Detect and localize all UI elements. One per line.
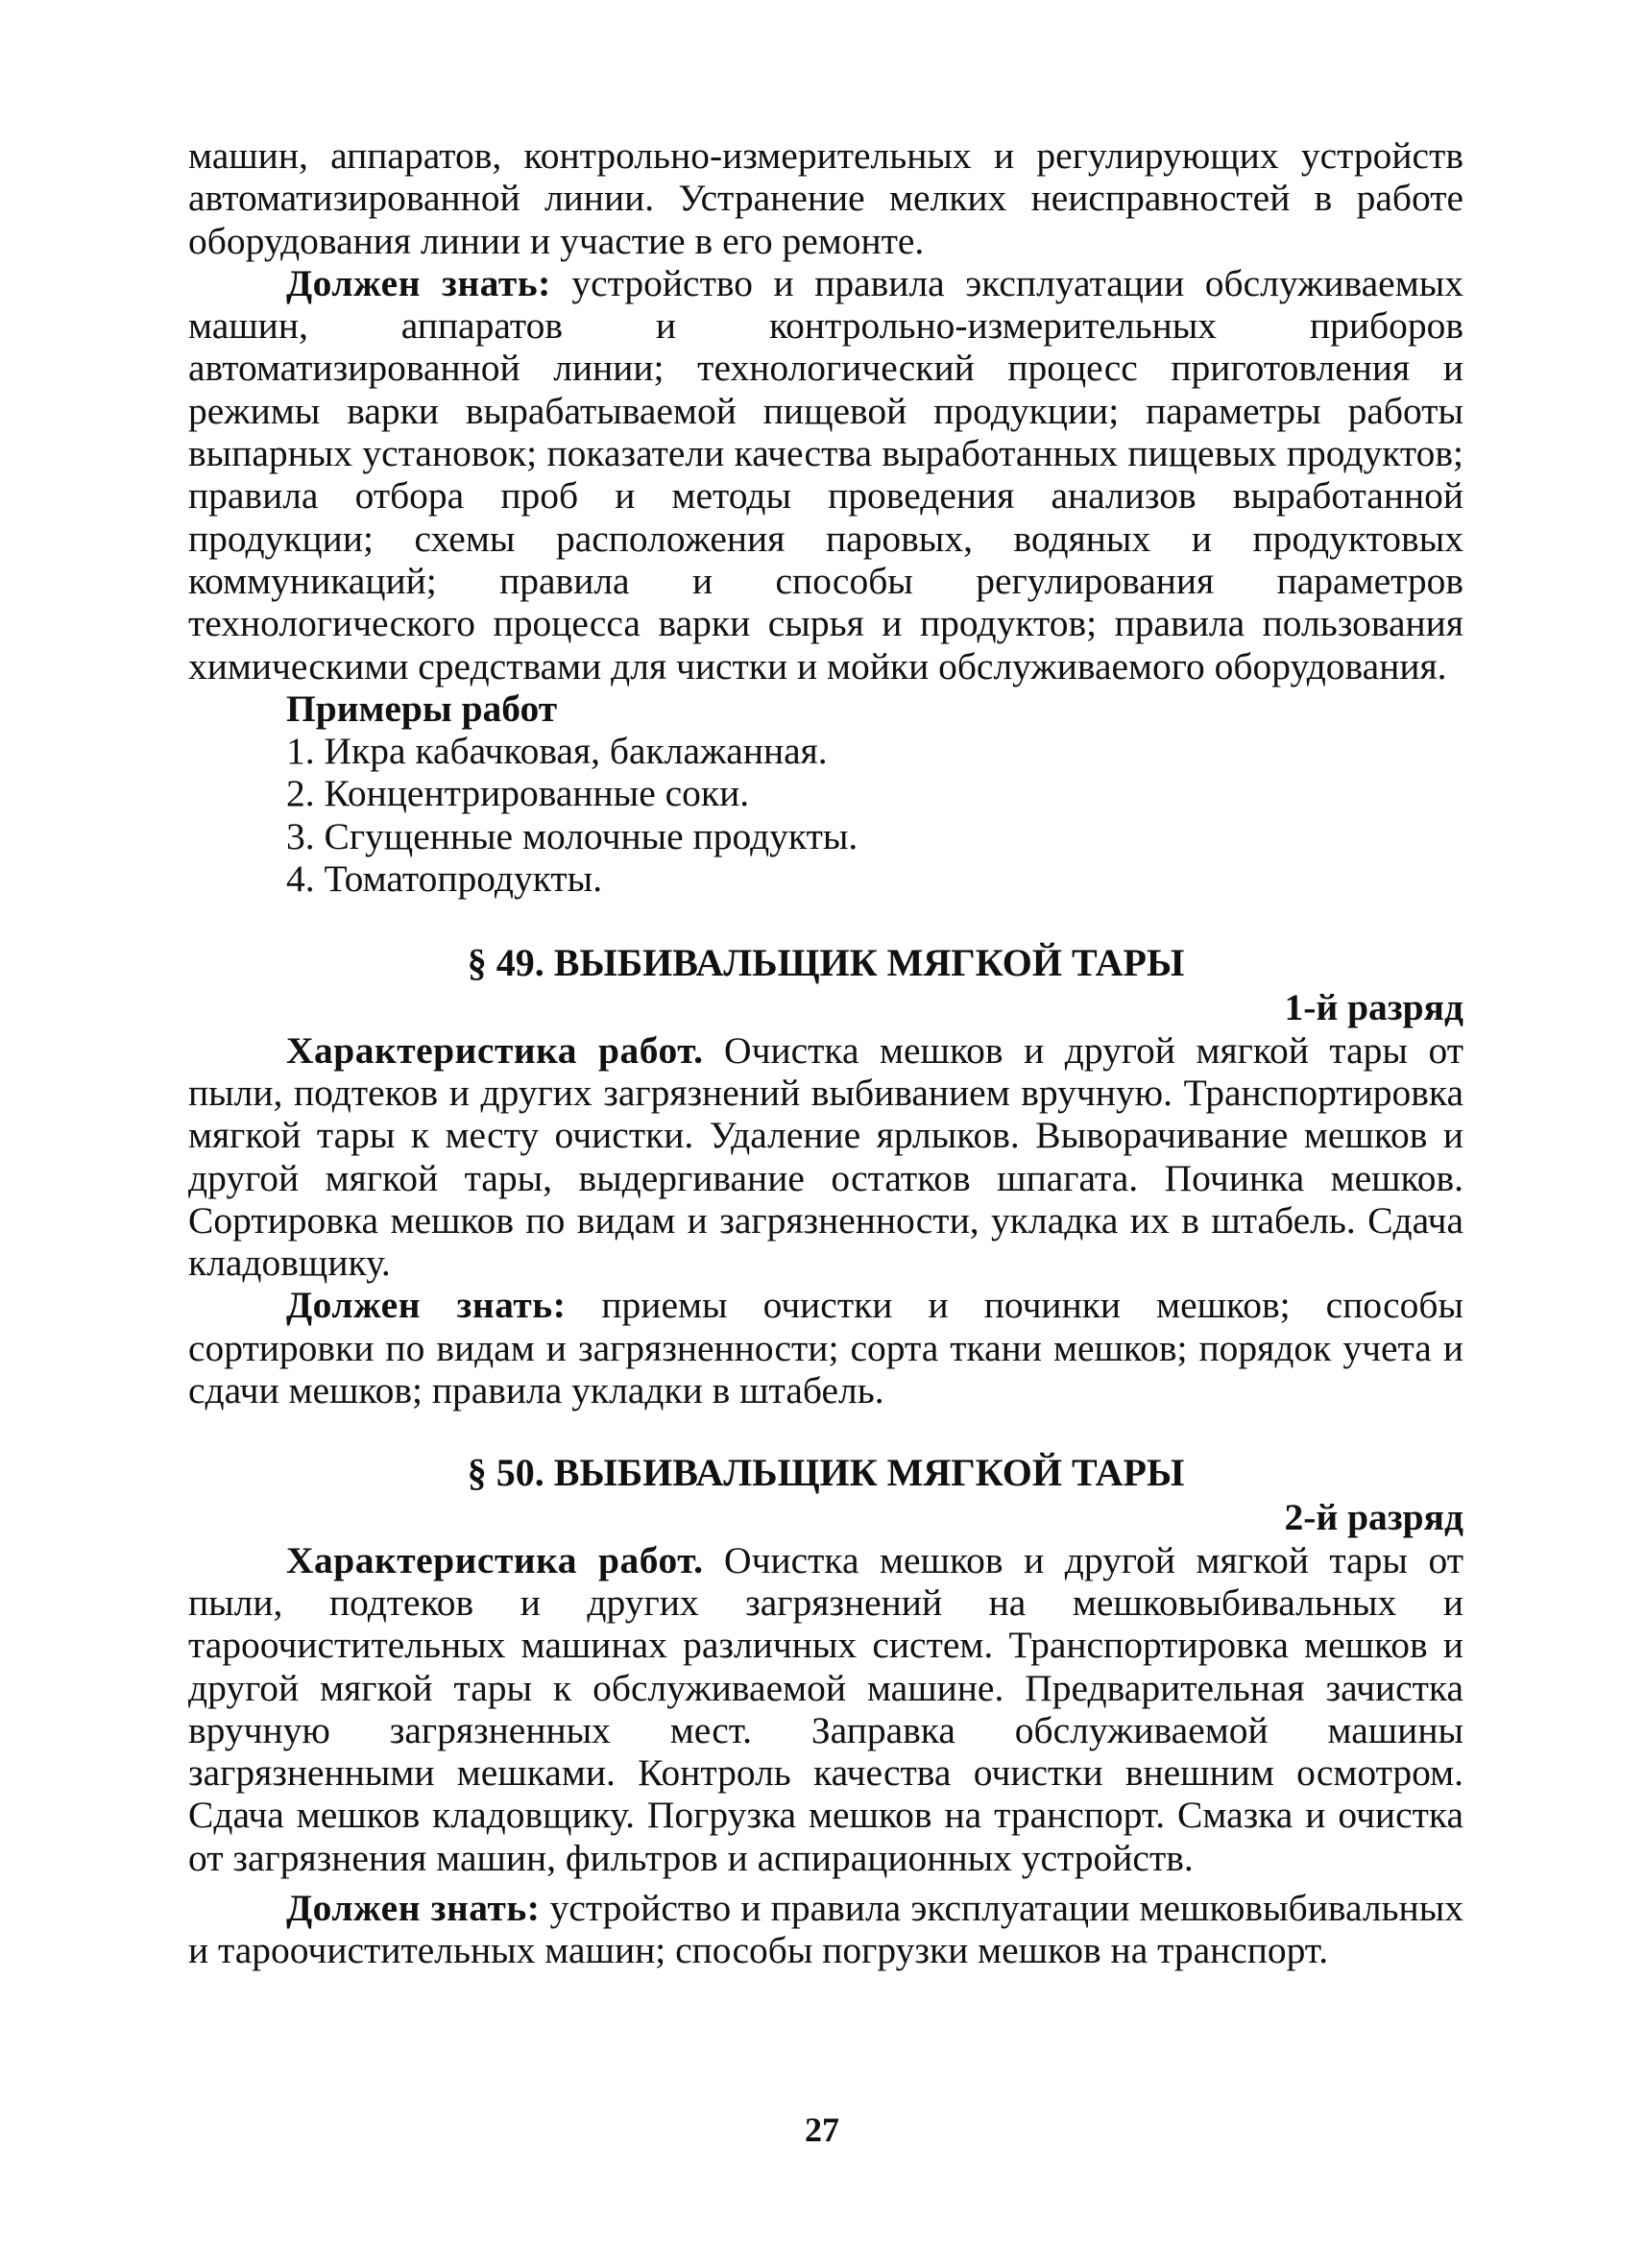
- must-know-paragraph: [188, 262, 1463, 688]
- document-page: [188, 134, 1463, 1972]
- section-49-characteristic: [188, 1029, 1463, 1285]
- must-know-lead: Должен знать:: [286, 261, 551, 304]
- list-item: 2. Концентрированные соки.: [286, 772, 750, 815]
- section-50-characteristic: [188, 1539, 1463, 1879]
- list-item: 4. Томатопродукты.: [286, 857, 603, 901]
- section-50-must-know: [188, 1887, 1463, 1972]
- must-know-lead: Должен знать:: [286, 1886, 541, 1929]
- list-item: 3. Сгущенные молочные продукты.: [286, 814, 858, 857]
- examples-list: [188, 730, 1463, 900]
- section-50-title: § 50. ВЫБИВАЛЬЩИК МЯГКОЙ ТАРЫ: [467, 1451, 1185, 1495]
- characteristic-text: Очистка мешков и другой мягкой тары от пыли, подтеков и других загрязнений выбиванием вручную. Транспортировка мягкой тары к месту очистки. Удаление ярлыков. Выворачивание мешков и другой мягкой тары, выдергивание остатков шпагата. Починка мешков. Сортировка мешков по видам и загрязненности, укладка их в штабель. Сдача кладовщику.: [188, 1028, 1463, 1285]
- must-know-text: устройство и правила эксплуатации обслуживаемых машин, аппаратов и контрольно-измерительных приборов автоматизированной линии; технологический процесс приготовления и режимы варки вырабатываемой пищевой продукции; параметры работы выпарных установок; показатели качества выработанных пищевых продуктов; правила отбора проб и методы проведения анализов выработанной продукции; схемы расположения паровых, водяных и продуктовых коммуникаций; правила и способы регулирования параметров технологического процесса варки сырья и продуктов; правила пользования химическими средствами для чистки и мойки обслуживаемого оборудования.: [188, 261, 1463, 688]
- characteristic-text: Очистка мешков и другой мягкой тары от пыли, подтеков и других загрязнений на мешковыбивальных и тароочистительных машинах различных систем. Транспортировка мешков и другой мягкой тары к обслуживаемой машине. Предварительная зачистка вручную загрязненных мест. Заправка обслуживаемой машины загрязненными мешками. Контроль качества очистки внешним осмотром. Сдача мешков кладовщику. Погрузка мешков на транспорт. Смазка и очистка от загрязнения машин, фильтров и аспирационных устройств.: [188, 1538, 1463, 1879]
- section-50-grade: 2-й разряд: [1284, 1496, 1463, 1539]
- intro-paragraph: машин, аппаратов, контрольно-измерительных и регулирующих устройств автоматизированной линии. Устранение мелких неисправностей в работе оборудования линии и участие в его ремонте.: [188, 134, 1463, 262]
- section-49-title: § 49. ВЫБИВАЛЬЩИК МЯГКОЙ ТАРЫ: [467, 941, 1185, 985]
- section-49-grade: 1-й разряд: [1284, 986, 1463, 1029]
- page-number: 27: [805, 2111, 839, 2149]
- must-know-text: приемы очистки и починки мешков; способы сортировки по видам и загрязненности; сорта ткани мешков; порядок учета и сдачи мешков; правила укладки в штабель.: [188, 1284, 1463, 1412]
- examples-title: Примеры работ: [286, 687, 558, 730]
- must-know-text: устройство и правила эксплуатации мешковыбивальных и тароочистительных машин; способы погрузки мешков на транспорт.: [188, 1886, 1463, 1972]
- characteristic-lead: Характеристика работ.: [286, 1028, 704, 1072]
- section-49-must-know: [188, 1284, 1463, 1411]
- characteristic-lead: Характеристика работ.: [286, 1538, 704, 1581]
- must-know-lead: Должен знать:: [286, 1284, 567, 1327]
- list-item: 1. Икра кабачковая, баклажанная.: [286, 730, 828, 773]
